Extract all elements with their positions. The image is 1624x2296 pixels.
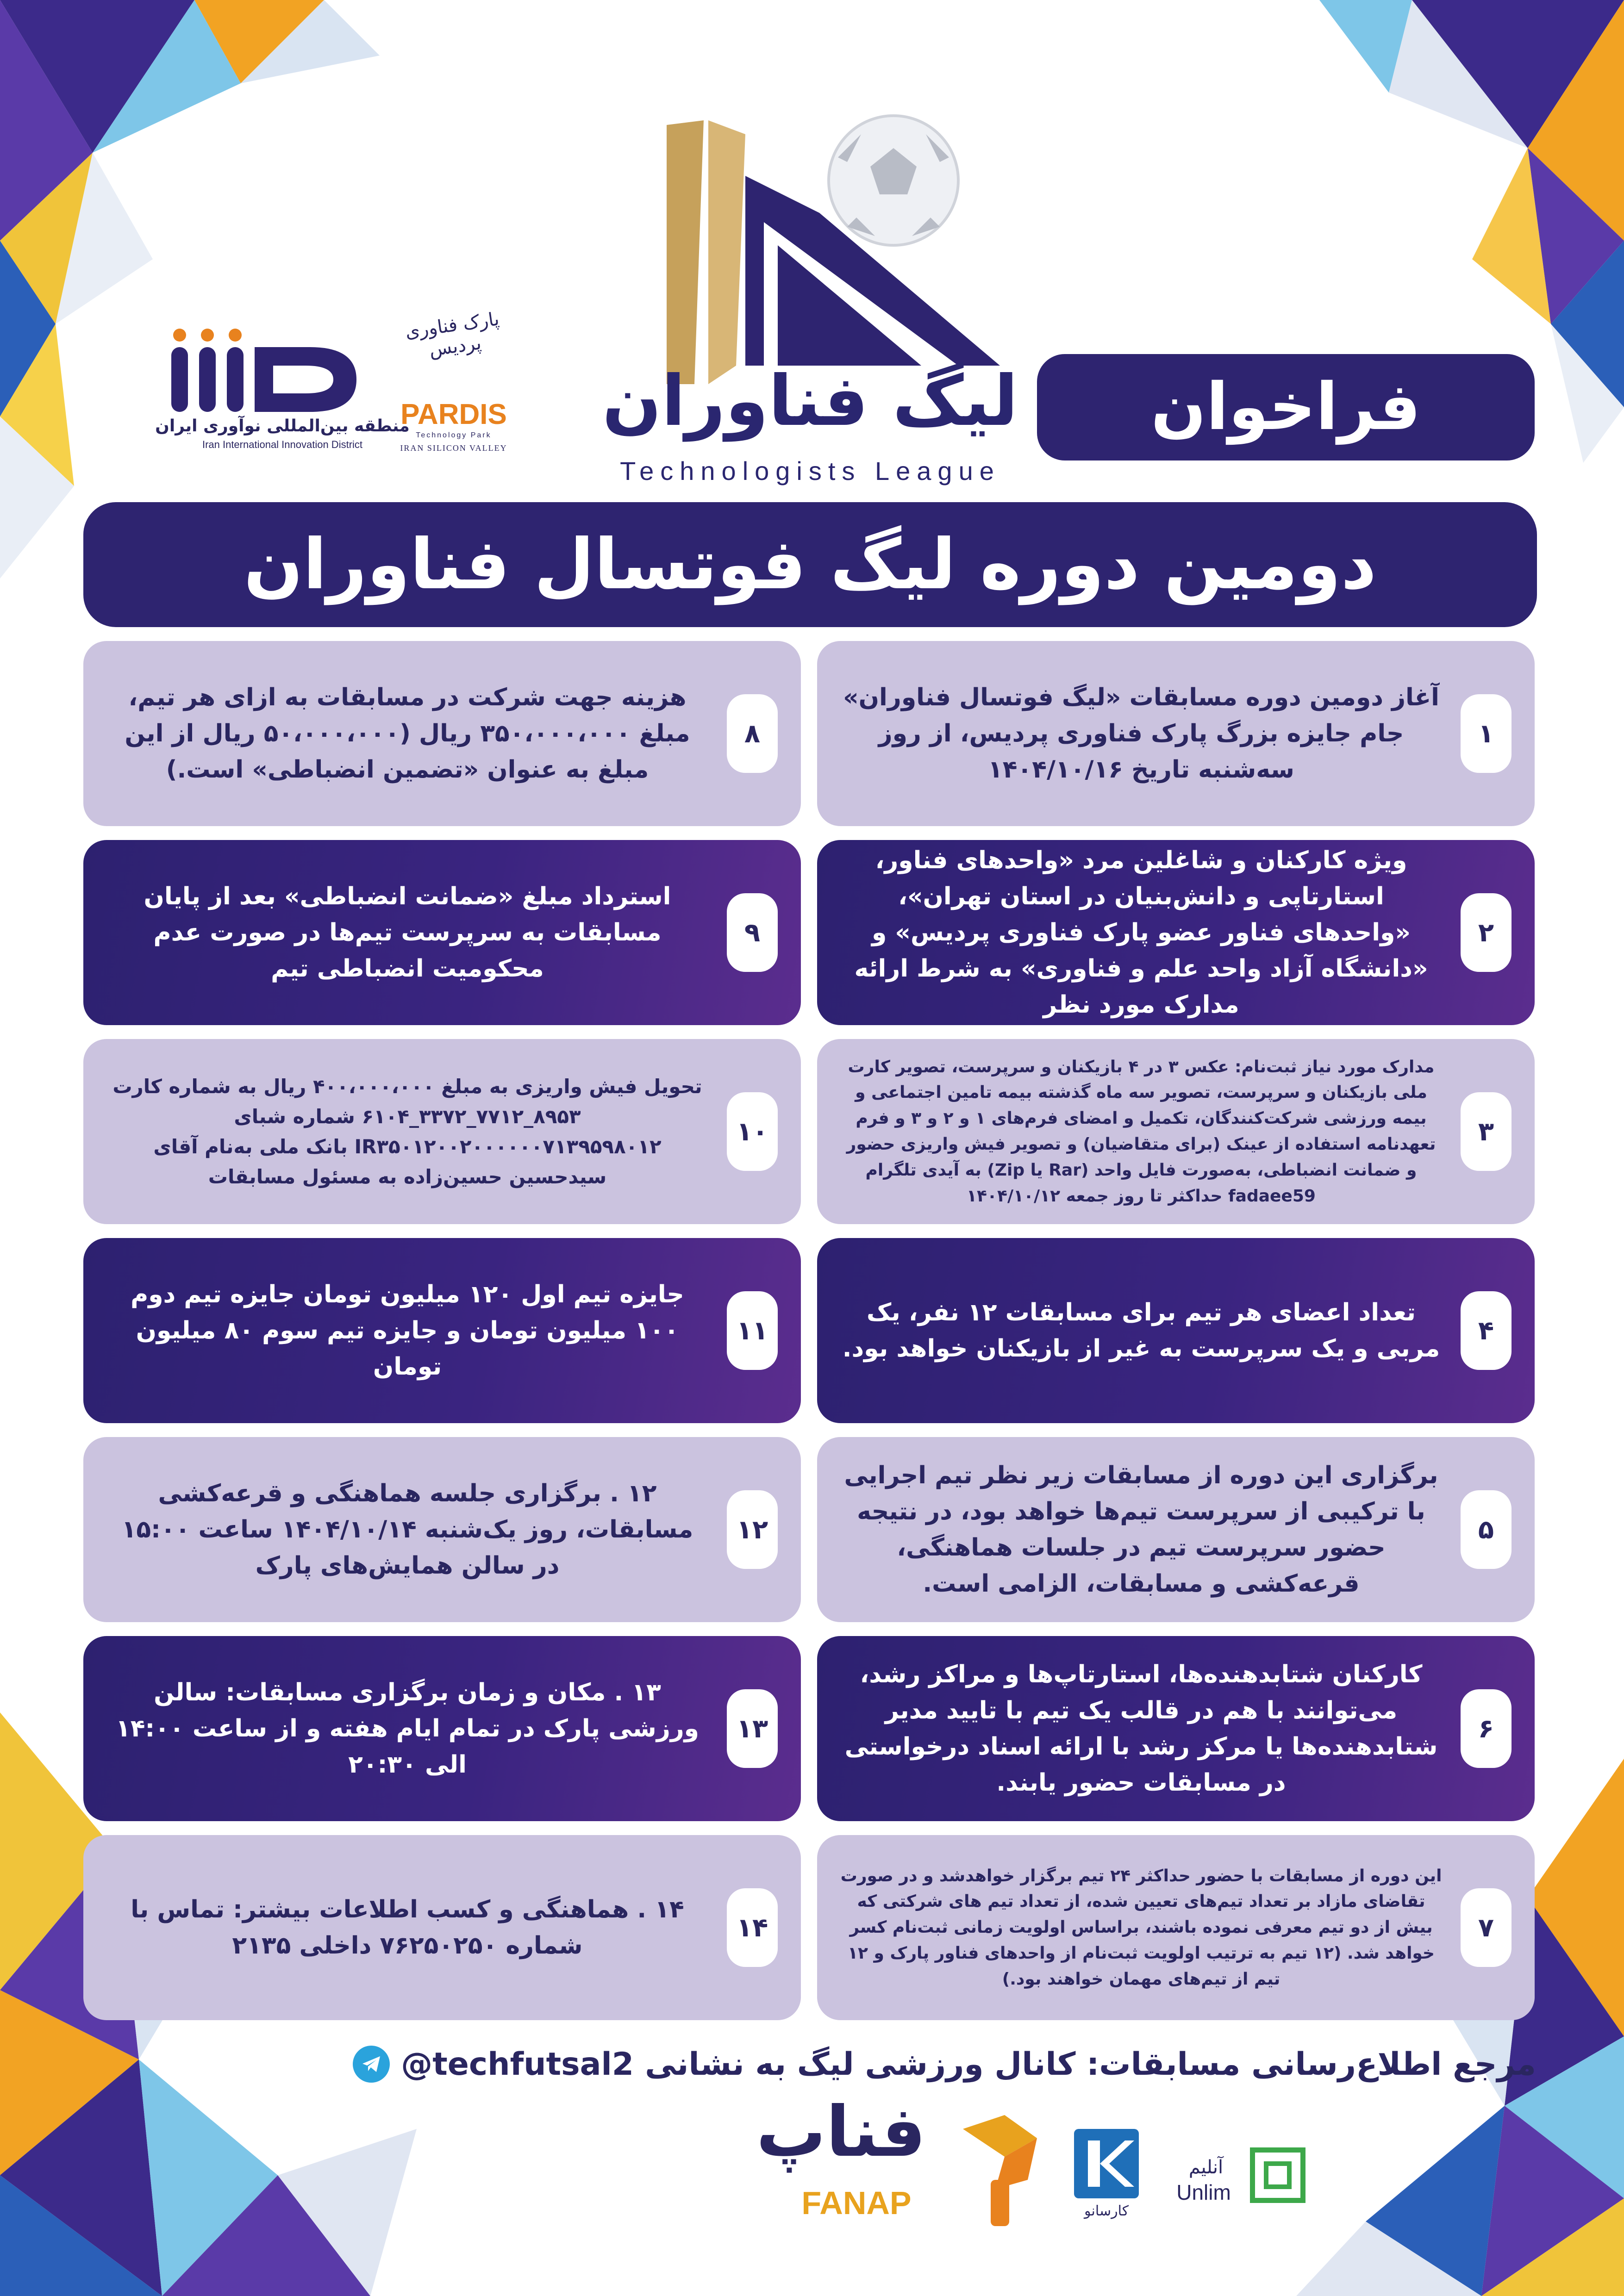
fanap-name-fa: فناپ [756, 2092, 926, 2172]
item-number: ۹ [727, 893, 778, 972]
item-text: تعداد اعضای هر تیم برای مسابقات ۱۲ نفر، یک مربی و یک سرپرست به غیر از بازیکنان خواهد بود. [842, 1299, 1440, 1363]
info-item-14 [83, 1835, 801, 2020]
item-text: کارکنان شتابدهنده‌ها، استارتاپ‌ها و مراکز رشد، می‌توانند با هم در قالب یک تیم با تایید مدیر شتابدهنده‌ها یا مرکز رشد با ارائه اسناد درخواستی در مسابقات حضور یابند. [844, 1661, 1438, 1797]
league-name-fa: لیگ فناوران [602, 361, 1018, 442]
item-text: این دوره از مسابقات با حضور حداکثر ۲۴ تیم برگزار خواهدشد و در صورت تقاضای مازاد بر تعداد تیم‌های تعیین شده، از تعداد تیم های شرکتی که بیش از دو تیم معرفی نموده باشند، براساس اولویت زمانی ثبت‌نام کسر خواهد شد. (۱۲ تیم به ترتیب اولویت ثبت‌نام از واحدهای فناور پارک و ۱۲ تیم از تیم‌های مهمان خواهند بود.) [840, 1866, 1442, 1989]
iiid-name-fa: منطقه بین‌المللی نوآوری ایران [155, 417, 410, 436]
telegram-glyph [360, 2053, 383, 2076]
item-text: ۱۳ . مکان و زمان برگزاری مسابقات: سالن ورزشی پارک در تمام ایام هفته و از ساعت ۱۴:۰۰ الی ۲۰:۳۰ [115, 1679, 700, 1779]
iiid-name-en: Iran International Innovation District [202, 439, 363, 450]
item-number: ۴ [1461, 1291, 1512, 1370]
item-number: ۱۴ [727, 1888, 778, 1967]
item-number: ۸ [727, 694, 778, 773]
item-text: ۱۴ . هماهنگی و کسب اطلاعات بیشتر: تماس با شماره ۷۶۲۵۰۲۵۰ داخلی ۲۱۳۵ [131, 1896, 684, 1960]
pardis-logo [384, 305, 523, 458]
info-item-9 [83, 840, 801, 1025]
info-item-5 [817, 1437, 1535, 1622]
item-number: ۱۰ [727, 1092, 778, 1171]
item-number: ۶ [1461, 1689, 1512, 1768]
telegram-handle-link[interactable]: @techfutsal2 [401, 2046, 634, 2083]
item-text: هزینه جهت شرکت در مسابقات به ازای هر تیم، مبلغ ۳۵۰،۰۰۰،۰۰۰ ریال (۵۰،۰۰۰،۰۰۰ ریال از این مبلغ به عنوان «تضمین انضباطی» است.) [125, 684, 690, 784]
fanap-name-en: FANAP [801, 2185, 912, 2221]
karsano-logo-icon [1074, 2129, 1139, 2198]
page-title: دومین دوره لیگ فوتسال فناوران [83, 502, 1537, 627]
pardis-name-fa: پارک فناوری پردیس [404, 308, 501, 361]
item-text: آغاز دومین دوره مسابقات «لیگ فوتسال فناوران» جام جایزه بزرگ پارک فناوری پردیس، از روز سه‌شنبه تاریخ ۱۴۰۴/۱۰/۱۶ [843, 684, 1439, 784]
unlim-logo-icon [1250, 2147, 1305, 2203]
info-item-6 [817, 1636, 1535, 1821]
info-item-12 [83, 1437, 801, 1622]
info-item-2 [817, 840, 1535, 1025]
info-item-4 [817, 1238, 1535, 1423]
item-text: ۱۲ . برگزاری جلسه هماهنگی و قرعه‌کشی مسابقات، روز یک‌شنبه ۱۴۰۴/۱۰/۱۴ ساعت ۱۵:۰۰ در سالن همایش‌های پارک [121, 1480, 693, 1580]
item-number: ۱۲ [727, 1490, 778, 1569]
item-number: ۳ [1461, 1092, 1512, 1171]
pardis-sub-label: Technology Park [416, 431, 492, 439]
item-number: ۱۳ [727, 1689, 778, 1768]
item-text: برگزاری این دوره از مسابقات زیر نظر تیم اجرایی با ترکیبی از سرپرست تیم‌ها خواهد بود، در نتیجه حضور سرپرست تیم در جلسات هماهنگی، قرعه‌کشی و مسابقات، الزامی است. [844, 1462, 1438, 1598]
unlim-name-en: Unlim [1176, 2180, 1231, 2204]
item-text: ویژه کارکنان و شاغلین مرد «واحدهای فناور، استارتاپی و دانش‌بنیان در استان تهران»، «واحدهای فناور عضو پارک فناوری پردیس» و «دانشگاه آزاد واحد علم و فناوری» به شرط ارائه مدارک مورد نظر [854, 846, 1428, 1019]
pardis-name-en: PARDIS [400, 398, 507, 430]
item-text: مدارک مورد نیاز ثبت‌نام: عکس ۳ در ۴ بازیکنان و سرپرست، تصویر کارت ملی بازیکنان و سرپرست، تصویر سه ماه گذشته بیمه تامین اجتماعی و بیمه ورزشی شرکت‌کنندگان، تکمیل و امضای فرم‌های ۱ و ۲ و ۳ و فرم تعهدنامه استفاده از عینک (برای متقاضیان) و تصویر فیش واریزی حضور و ضمانت انضباطی، به‌صورت فایل واحد (Rar یا Zip) به آیدی تلگرام fadaee59 حداکثر تا روز جمعه ۱۴۰۴/۱۰/۱۲ [846, 1057, 1436, 1206]
item-number: ۱ [1461, 694, 1512, 773]
info-item-13 [83, 1636, 801, 1821]
info-item-11 [83, 1238, 801, 1423]
telegram-icon[interactable] [353, 2046, 390, 2083]
call-badge: فراخوان [1037, 354, 1535, 460]
reference-text: مرجع اطلاع‌رسانی مسابقات: کانال ورزشی لیگ به نشانی [645, 2046, 1536, 2083]
info-item-3 [817, 1039, 1535, 1224]
reference-line [82, 2046, 1536, 2083]
iiid-logo [153, 329, 412, 454]
item-text: تحویل فیش واریزی به مبلغ ۴۰۰،۰۰۰،۰۰۰ ریال به شماره کارت ۸۹۵۳_۷۷۱۲_۳۳۷۲_۶۱۰۴ شماره شبای IR۳۵۰۱۲۰۰۲۰۰۰۰۰۰۷۱۳۹۵۹۸۰۱۲ بانک ملی به‌نام آقای سیدحسین حسین‌زاده به مسئول مسابقات [112, 1075, 702, 1188]
info-item-7 [817, 1835, 1535, 2020]
info-item-8 [83, 641, 801, 826]
item-number: ۱۱ [727, 1291, 778, 1370]
item-text: جایزه تیم اول ۱۲۰ میلیون تومان جایزه تیم دوم ۱۰۰ میلیون تومان و جایزه تیم سوم ۸۰ میلیون تومان [131, 1281, 684, 1381]
iiid-logo-mark [171, 329, 366, 412]
pardis-sub-label-2: IRAN SILICON VALLEY [400, 443, 507, 453]
item-number: ۷ [1461, 1888, 1512, 1967]
unlim-name-fa: آنلیم [1188, 2157, 1224, 2178]
item-number: ۲ [1461, 893, 1512, 972]
item-number: ۵ [1461, 1490, 1512, 1569]
karsano-name-fa: کارسانو [1084, 2203, 1129, 2219]
league-name-en: Technologists League [620, 456, 1000, 485]
fanap-emblem-icon [954, 2110, 1046, 2231]
info-item-1 [817, 641, 1535, 826]
item-text: استرداد مبلغ «ضمانت انضباطی» بعد از پایان مسابقات به سرپرست تیم‌ها در صورت عدم محکومیت انضباطی تیم [144, 883, 671, 983]
info-item-10 [83, 1039, 801, 1224]
